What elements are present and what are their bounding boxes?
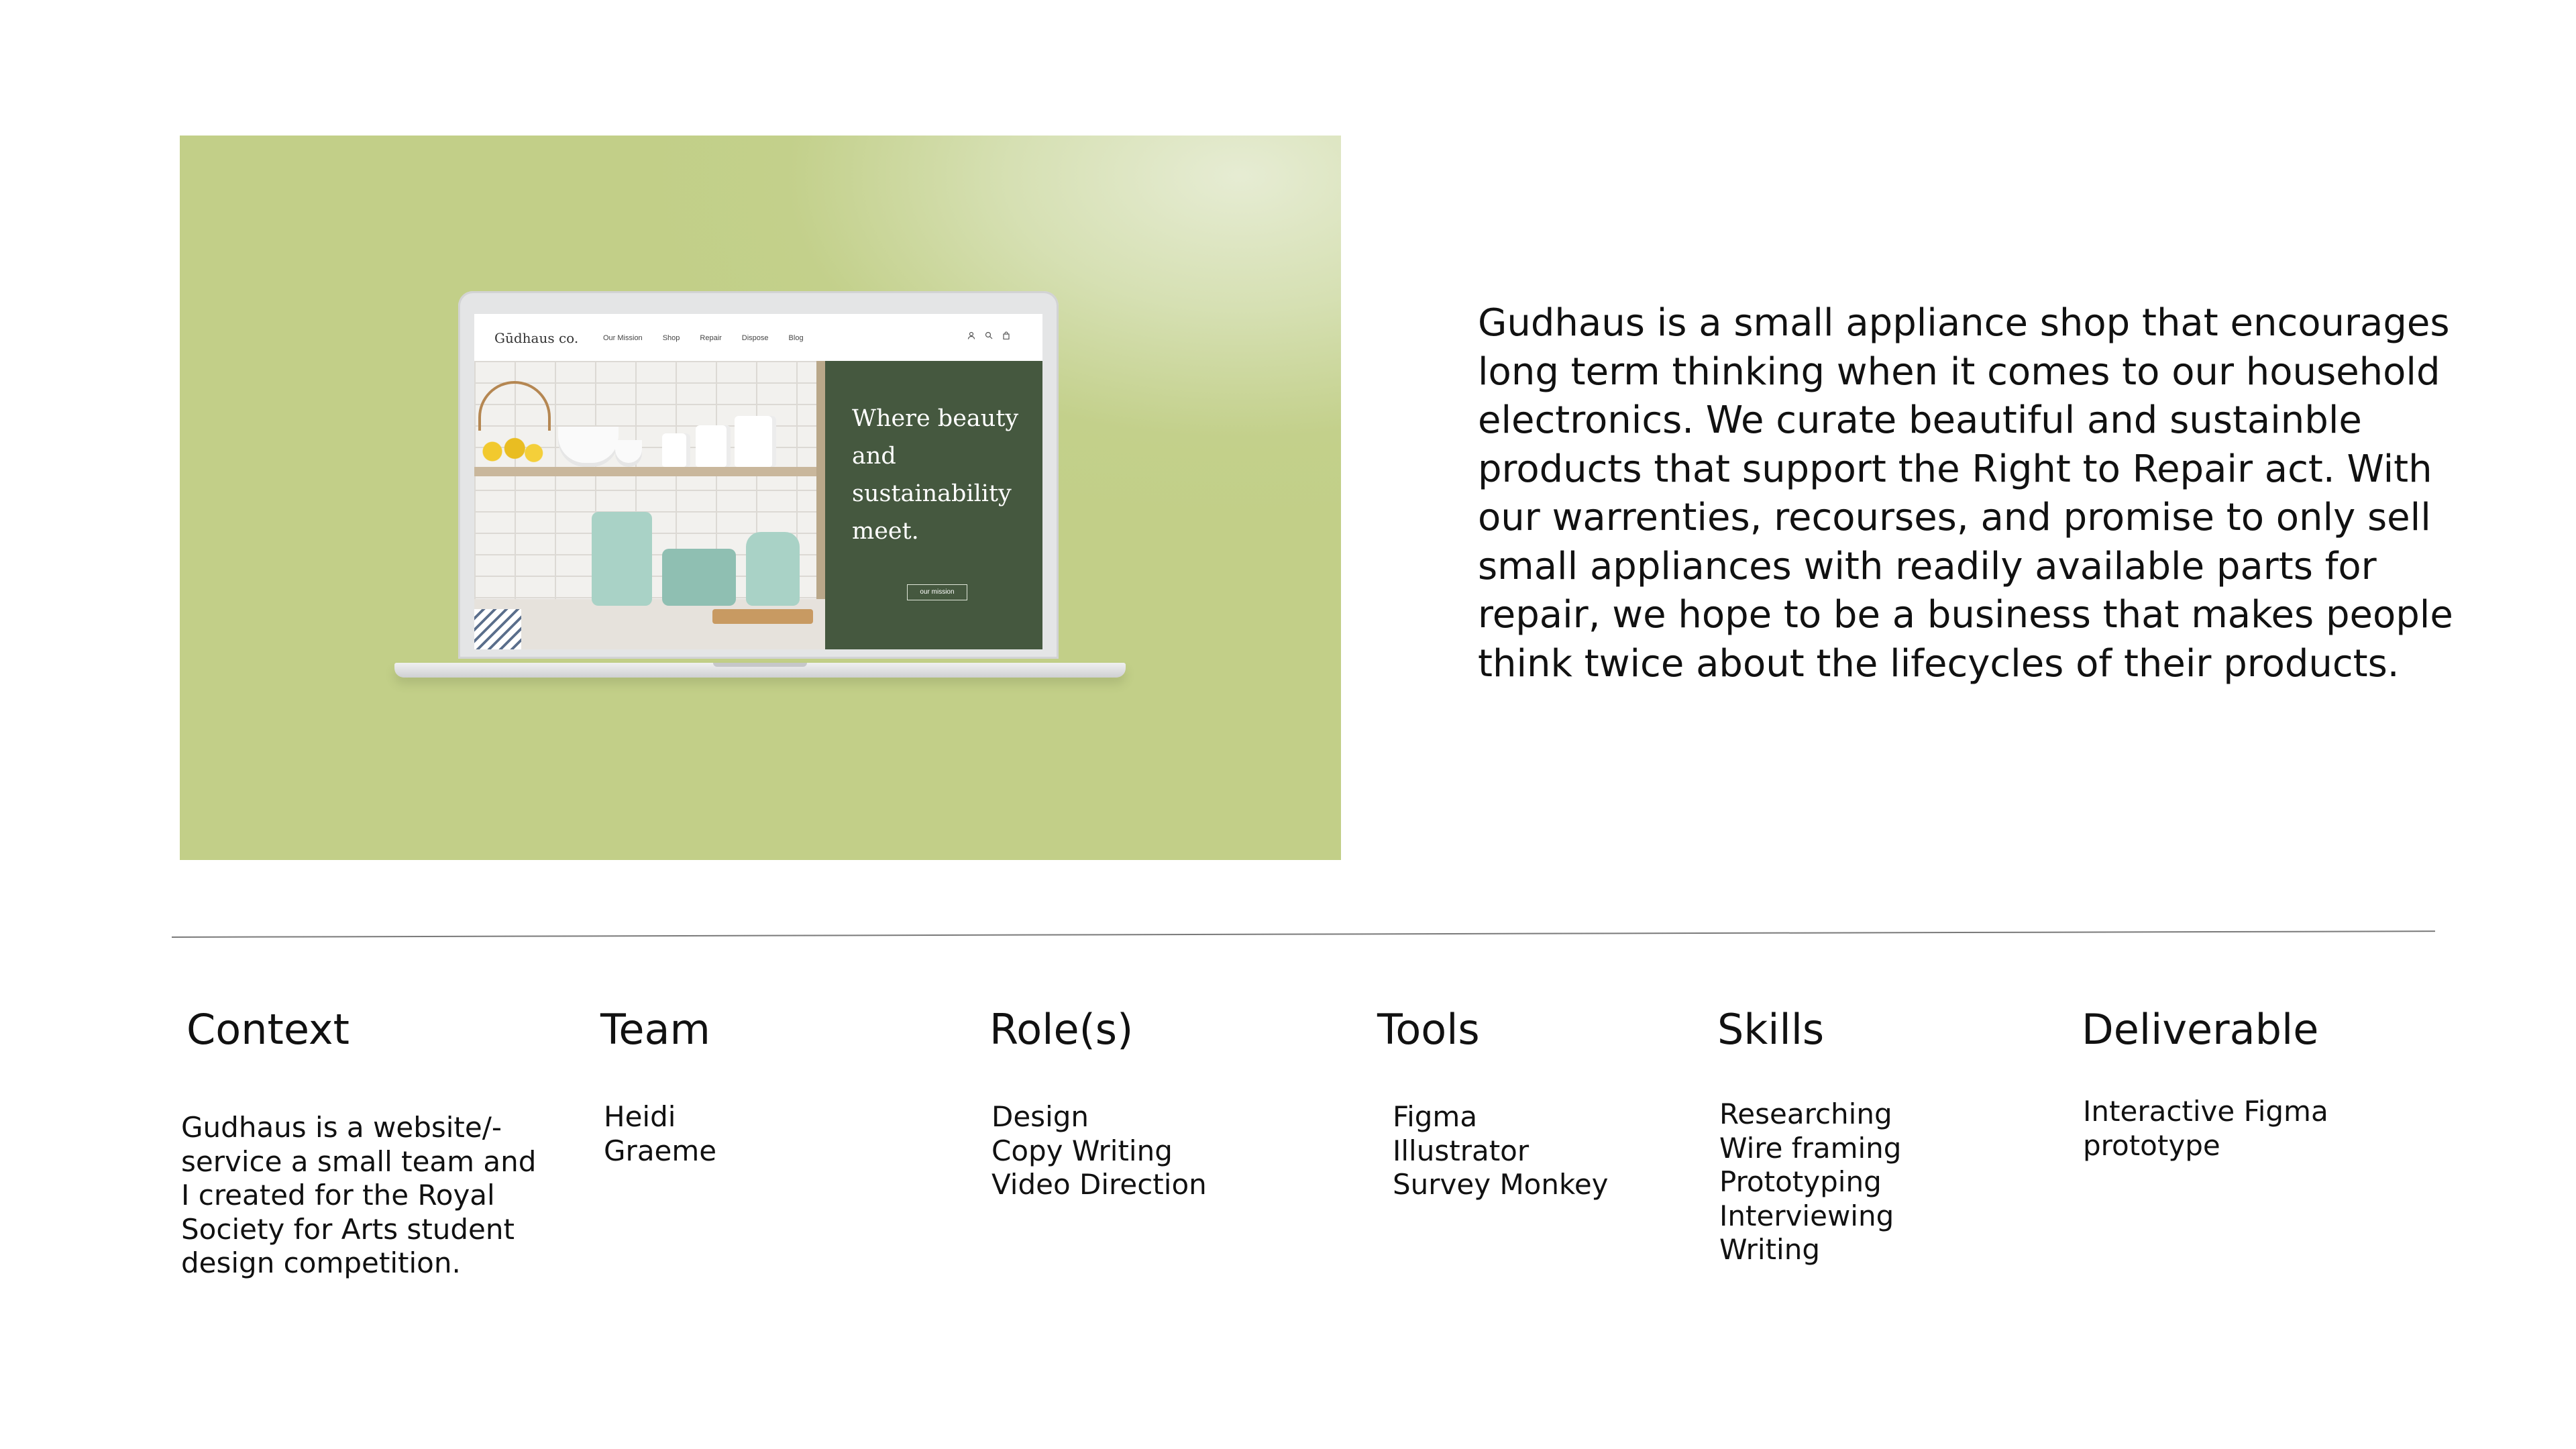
deliverable-list [2083, 1095, 2328, 1163]
list-item: Graeme [604, 1134, 717, 1167]
lemons-shape [480, 436, 543, 467]
site-nav-link-our-mission: Our Mission [603, 334, 643, 342]
cutting-board-shape [712, 609, 813, 624]
bowl-shape [558, 427, 619, 467]
list-item: Prototyping [1719, 1165, 1882, 1198]
site-nav-link-shop: Shop [662, 334, 680, 342]
skills-heading: Skills [1717, 1005, 1825, 1054]
site-hero-headline: Where beauty and sustainability meet. [852, 405, 1019, 545]
search-icon [985, 331, 993, 341]
team-heading: Team [600, 1005, 710, 1054]
list-item: Survey Monkey [1393, 1168, 1609, 1201]
list-item: Design [991, 1100, 1089, 1133]
list-item: Figma [1393, 1100, 1478, 1133]
towel-shape [474, 609, 521, 649]
laptop-screen [474, 314, 1042, 649]
jar-shape [696, 425, 731, 467]
site-nav-icons [967, 331, 1010, 341]
list-item: Illustrator [1393, 1134, 1529, 1167]
list-item: Video Direction [991, 1168, 1207, 1201]
jar-shape [735, 416, 776, 467]
counter-shape [474, 599, 825, 649]
kettle-shape [746, 532, 800, 606]
site-our-mission-button: our mission [907, 584, 967, 600]
list-item: Wire framing [1719, 1131, 1902, 1165]
site-hero-box [825, 361, 1042, 649]
site-nav-link-dispose: Dispose [741, 334, 769, 342]
laptop-lid [458, 291, 1059, 659]
list-item: prototype [2083, 1128, 2220, 1162]
site-nav-link-blog: Blog [788, 334, 804, 342]
tools-list [1393, 1100, 1609, 1202]
list-item: Writing [1719, 1233, 1820, 1266]
list-item: Copy Writing [991, 1134, 1173, 1167]
project-description: Gudhaus is a small appliance shop that encourages long term thinking when it comes to our household electronics. We curate beautiful and sustainble products that support the Right to Repair act. With our warrenties, recourses, and promise to only sell small appliances with readily available parts for repair, we hope to be a business that makes people think twice about the lifecycles of their products. [1478, 301, 2453, 686]
tools-heading: Tools [1377, 1005, 1480, 1054]
jar-shape [662, 433, 690, 467]
site-nav-links [603, 334, 804, 342]
list-item: Interviewing [1719, 1199, 1894, 1232]
list-item: Interactive Figma [2083, 1095, 2328, 1128]
section-divider [172, 930, 2435, 938]
deliverable-heading: Deliverable [2082, 1005, 2319, 1054]
roles-list [991, 1100, 1207, 1202]
context-text: Gudhaus is a website/-service a small team and I created for the Royal Society for Arts student design competition. [181, 1111, 537, 1279]
skills-list [1719, 1097, 1901, 1267]
kitchen-photo [474, 361, 825, 649]
laptop-notch [713, 663, 807, 667]
toaster-shape [662, 549, 736, 606]
basket-shape [478, 381, 551, 431]
site-nav-bar [474, 314, 1042, 361]
hero-mockup-panel [180, 136, 1341, 860]
shelf-shape [474, 467, 825, 476]
user-icon [967, 331, 975, 341]
bag-icon [1002, 331, 1010, 341]
list-item: Heidi [604, 1100, 676, 1133]
team-list [604, 1100, 716, 1168]
roles-heading: Role(s) [989, 1005, 1134, 1054]
list-item: Researching [1719, 1097, 1892, 1130]
coffee-maker-shape [592, 512, 652, 606]
context-heading: Context [186, 1005, 350, 1054]
site-logo: Gūdhaus co. [494, 330, 579, 346]
bowl-shape [615, 440, 642, 467]
site-nav-link-repair: Repair [700, 334, 722, 342]
